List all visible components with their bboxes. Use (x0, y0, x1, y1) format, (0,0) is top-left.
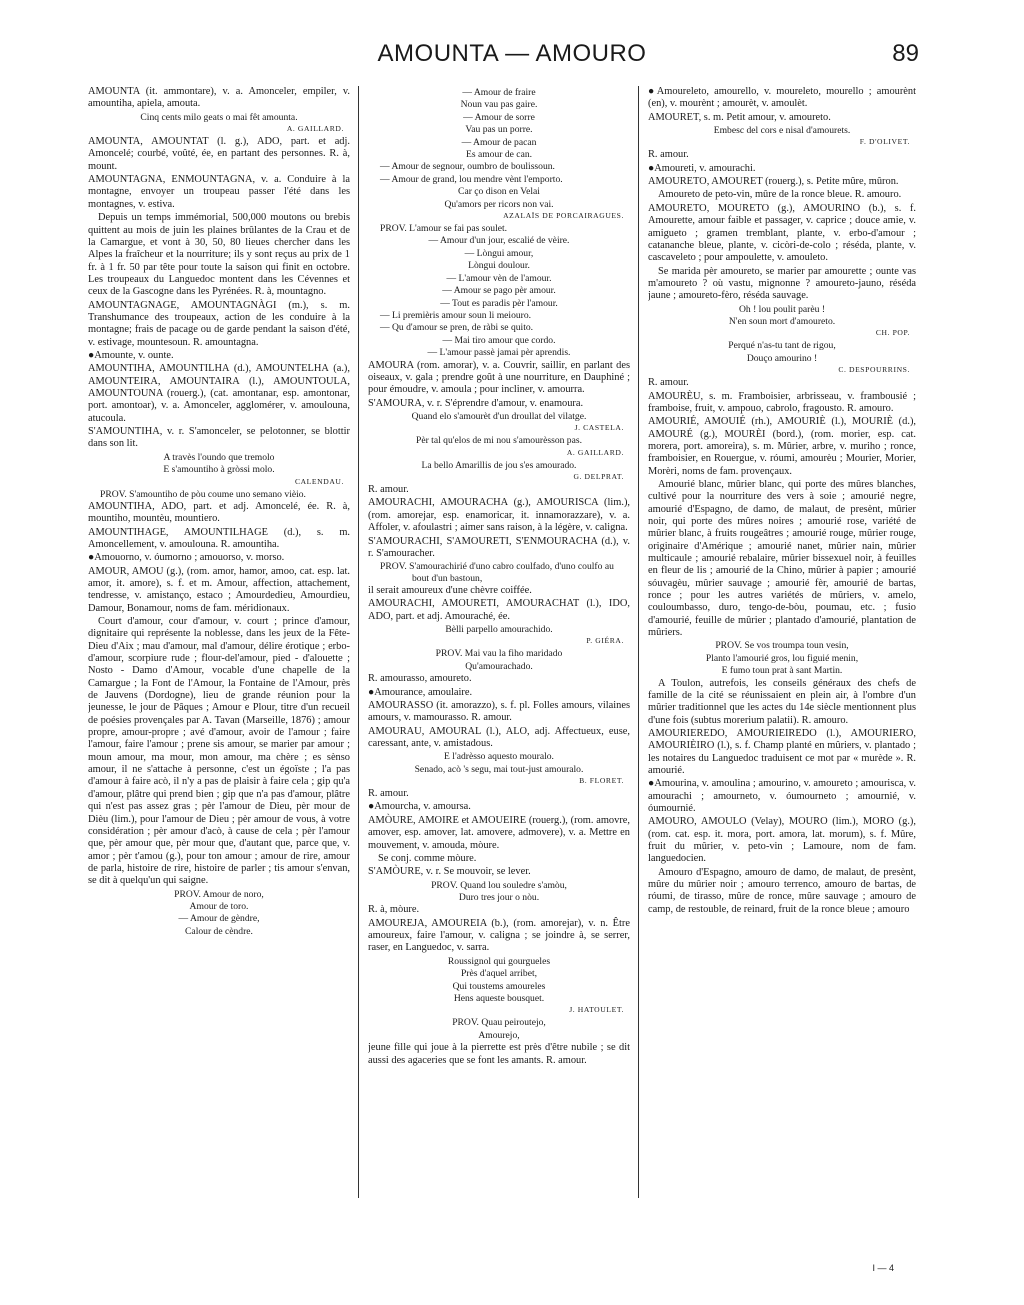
verse-line: Calour de cèndre. (185, 925, 253, 937)
verse-line: PROV. Mai vau la fiho maridado (435, 648, 563, 660)
entry-paragraph: AMOUNTA (it. ammontare), v. a. Amonceler, empiler, v. amountiha, apiela, amouta. (88, 86, 350, 110)
verse-line: PROV. Amour de noro, (174, 888, 264, 900)
entry-paragraph: Se marida pèr amoureto, se marier par amourette ; ounte vas m'amoureto ? où vastu, mignonne ? amoureto-jauno, réséda jaune ; amoureto-fèro, réséda sauvage. (648, 265, 916, 302)
verse-line: — Mai tiro amour que cordo. (442, 334, 556, 346)
attribution: B. FLORET. (579, 776, 624, 786)
verse-line: Cinq cents milo geats o mai fêt amounta. (140, 111, 298, 123)
page-header (0, 40, 1024, 74)
verse-line: — Amour se pago pèr amour. (442, 285, 556, 297)
page-number: 89 (892, 40, 919, 67)
entry-paragraph: Depuis un temps immémorial, 500,000 moutons ou brebis quittent au mois de juin les plaines brûlantes de la Crau et de la Camargue, et vont à 30, 50, 80 lieues chercher dans les Alpes la fraîcheur et la nourriture; ils y sont reçus au prix de 1 fr. à 1 fr. 50 par tête pour toute la saison qui finit en octobre. Les troupeaux du Languedoc montent dans les Cévennes et ceux de la Gascogne dans les Pyrénées. R. à, mountagno. (88, 212, 350, 298)
verse-line: Amour de toro. (189, 900, 249, 912)
entry-paragraph: Amouro d'Espagno, amouro de damo, de malaut, de presènt, mûre du mûrier noir ; amouro terrenco, amouro de bartas, de róumi, de tirasso, mûre de ronce, mûre sauvage ; amouro de camp, de restouble, de reinard, fruit de la ronce bleue ; amouro (648, 866, 916, 915)
verse-line: Car ço dison en Velai (458, 186, 540, 198)
entry-paragraph: R. amourasso, amoureto. (368, 673, 472, 685)
attribution: AZALAÏS DE PORCAIRAGUES. (503, 211, 624, 221)
verse-line: — Tout es paradis pèr l'amour. (440, 297, 558, 309)
verse-line: Près d'aquel arribet, (460, 968, 538, 980)
column-rule-left (358, 86, 359, 1198)
entry-paragraph: R. amour. (368, 484, 409, 496)
proverb-line: PROV. S'amountiho de pòu coume uno semano vièio. (100, 488, 306, 500)
entry-paragraph: ●Amourance, amoulaire. (368, 686, 473, 698)
verse-line: Qu'amourachado. (465, 660, 533, 672)
verse-line: Amourejo, (478, 1029, 520, 1041)
verse-line: PROV. Quau peiroutejo, (452, 1017, 546, 1029)
running-title: AMOUNTA — AMOURO (377, 40, 647, 67)
entry-paragraph: Amoureto de peto-vin, mûre de la ronce bleue. R. amouro. (658, 189, 902, 201)
verse-line: Senado, acò 's segu, mai tout-just amouralo. (414, 763, 584, 775)
signature-mark: I — 4 (872, 1263, 894, 1273)
verse-line: Vau pas un porre. (465, 124, 533, 136)
entry-paragraph: AMOURIEREDO, AMOURIEIREDO (l.), AMOURIERO, AMOURIÈIRO (l.), s. f. Champ planté en mûriers, v. plantado ; les notaires du Languedoc traduisent ce mot par « murède ». R. amourié. (648, 728, 916, 777)
entry-paragraph: S'AMOURACHI, S'AMOURETI, S'ENMOURACHA (d.), v. r. S'amouracher. (368, 535, 630, 559)
verse-line: N'en soun mort d'amoureto. (728, 315, 836, 327)
entry-paragraph: AMOURAU, AMOURAL (l.), ALO, adj. Affectueux, euse, caressant, ante, v. amistadous. (368, 725, 630, 749)
verse-line: E s'amountiho à gròssi molo. (163, 464, 275, 476)
entry-paragraph: Court d'amour, cour d'amour, v. court ; prince d'amour, dignitaire qui représente la noblesse, dans les jeux de la Fête-Dieu d'Aix ; mau d'amour, mal d'amour, délire érotique ; erbo-d'amour, scorpiure rude ; flour-del'amour, pied - d'alouette ; Nosto - Damo d'Amour, vocable d'une chapelle de la Camargue ; la Font de l'Amour, la Fontaine de l'Amour, près de Jauvens (Dordogne), lieu de grande réunion pour la jeunesse, le jour de Pâques ; Amour e Plour, titre d'un recueil de poésies provençales par A. Tavan (Marseille, 1876) ; amour propre, amour-propre ; avé d'amour, avoir de l'amour ; faire l'amour, faire l'amour ; prene sis amour, se marier par amour ; moun amour, ma mour, mon amour, ma chère ; es sènso amour, il ne s'attache à personne, c'est un égoïste ; l'a pas d'amour à faire acò, il n'y a pas de plaisir à faire cela ; gip qu'a d'amour, plâtre qui prend bien ; gip que n'a pas d'amour, plâtre qui n'est pas assez gras ; pèr l'amour de Dieu, pèr mour de Dièu (lim.), pour l'amour de Dieu ; pèr amour de vous, à votre considération ; pèr amour d'acò, à cause de cela ; pèr l'amour que, pèr amour que, pèr mour que, d'autant que, parce que, v. amor ; pèr t'amou (g.), pour ton amour ; amour de rire, amour de parla, histoire de rire, histoire de parler ; tis amour s'envan, se dit à quelqu'un qui saigne. (88, 616, 350, 887)
verse-line: — Lòngui amour, (464, 247, 534, 259)
entry-paragraph: R. amour. (648, 149, 689, 161)
entry-paragraph: AMOUNTA, AMOUNTAT (l. g.), ADO, part. et adj. Amoncelé; courbé, voûté, ée, en partant des personnes. R. à, mount. (88, 136, 350, 172)
column-3 (648, 86, 916, 1198)
verse-line: — L'amour passè jamai pèr aprendis. (427, 347, 571, 359)
entry-paragraph: AMOURÈU, s. m. Framboisier, arbrisseau, v. frambousié ; framboise, fruit, v. ampouo, cabrolo, fragousto. R. amouro. (648, 390, 916, 414)
attribution: J. HATOULET. (569, 1005, 624, 1015)
proverb-line: PROV. L'amour se fai pas soulet. (380, 223, 508, 235)
entry-paragraph: AMOUREJA, AMOUREIA (b.), (rom. amorejar), v. n. Être amoureux, faire l'amour, v. caligna ; se joindre à, se serrer, raser, en Languedoc, v. sarra. (368, 917, 630, 954)
entry-paragraph: AMOUNTIHA, ADO, part. et adj. Amoncelé, ée. R. à, mountiho, mountèu, mountiero. (88, 500, 350, 525)
verse-line: Roussignol qui gourgueles (447, 955, 551, 967)
entry-paragraph: AMÒURE, AMOIRE et AMOUEIRE (rouerg.), (rom. amovre, amover, esp. amover, lat. amovere, admovere), v. a. Mettre en mouvement, v. amouda, mòure. (368, 814, 630, 851)
entry-paragraph: ●Amounte, v. ounte. (88, 349, 174, 361)
attribution: A. GAILLARD. (566, 447, 624, 457)
entry-paragraph: AMOURA (rom. amorar), v. a. Couvrir, saillir, en parlant des oiseaux, v. gala ; prendre goût à une nourriture, en Dauphiné ; pour émoudre, v. amoula ; pour incliner, v. amourra. (368, 359, 630, 396)
entry-paragraph: AMOUNTAGNAGE, AMOUNTAGNÀGI (m.), s. m. Transhumance des troupeaux, action de les conduire à la montagne; frais de pacage ou de garde pendant la saison d'été, v. estivage, mountesoun. R. amountagna. (88, 299, 350, 348)
entry-paragraph: S'AMOURA, v. r. S'éprendre d'amour, v. enamoura. (368, 397, 584, 409)
entry-paragraph: AMOUNTIHAGE, AMOUNTILHAGE (d.), s. m. Amoncellement, v. amoulouna. R. amountiha. (88, 526, 350, 550)
verse-line: — Amour de fraire (462, 87, 536, 98)
column-rule-right (638, 86, 639, 1198)
verse-line: Lòngui doulour. (468, 260, 530, 272)
verse-line: La bello Amarillis de jou s'es amourado. (421, 459, 577, 471)
verse-line: PROV. Quand lou souledre s'amòu, (431, 879, 567, 891)
attribution: P. GIÉRA. (586, 636, 624, 646)
verse-line: Quand elo s'amourèt d'un droullat del vilatge. (411, 410, 587, 422)
verse-line: Hens aqueste bousquet. (453, 992, 545, 1004)
entry-paragraph: AMOURIÉ, AMOUIÉ (rh.), AMOURIÈ (l.), MOURIÈ (d.), AMOURÉ (g.), MOURÈI (bord.), (rom. morier, esp. cat. morera, port. amoreira), s. m. Mûrier, arbre, v. muriho ; ronce, framboisier, en Rouergue, v. róumi, amourèu ; Mourier, Morier, Morèri, noms de fam. provençaux. (648, 416, 916, 477)
entry-paragraph: AMOURO, AMOULO (Velay), MOURO (lim.), MORO (g.), (rom. cat. esp. it. mora, port. amora, lat. morum), s. f. Mûre, fruit du mûrier, v. peto-vin ; Lamoure, nom de fam. languedocien. (648, 816, 916, 865)
verse-line: Qu'amors per ricors non vai. (444, 198, 554, 210)
verse-line: A travès l'oundo que tremolo (163, 451, 275, 463)
entry-paragraph: AMOURACHI, AMOURACHA (g.), AMOURISCA (lim.), (rom. amorejar, esp. enamoricar, it. innamorazzare), v. a. Affoler, v. afoulastri ; aimer sans raison, à la légère, v. caligna. (368, 497, 630, 534)
verse-line: — Amour de gèndre, (178, 913, 260, 925)
attribution: J. CASTELA. (574, 423, 624, 433)
proverb-line: — Amour de segnour, oumbro de boulissoun. (380, 161, 555, 173)
entry-paragraph: Amourié blanc, mûrier blanc, qui porte des mûres blanches, cultivé pour la nourriture des vers à soie ; amourié negre, amourié d'Espagno, de damo, de malaut, de presènt, mûrier noir, qui porte des mûres noires ; amourié rose, variété de mûrier blanc, à fruits rougeâtres ; amourié rouge, mûrier rouge, originaire d'Amérique ; amourié nanet, mûrier nain, mûrier multicaule ; amourié rebalaire, mûrier bissexuel noir, à feuilles en fleur de lis ; amourié de la Chino, mûrier à papier ; amourié sóuvagèu, mûrier sauvage ; amourié fèr, amourié de bartas, ronce ; pour les autres variétés de mûriers, v. amelo, couloumbasso, duro, tengo-de-bòu, poumau, etc. ; fusio d'amourié, feuille de mûrier ; plantado d'amourié, plantation de mûriers. (648, 478, 916, 639)
proverb-line: — Qu d'amour se pren, de ràbi se quito. (380, 322, 534, 334)
entry-paragraph: R. à, mòure. (368, 904, 420, 916)
entry-paragraph: AMOUR, AMOU (g.), (rom. amor, hamor, amoo, cat. esp. lat. amor, it. amore), s. f. et m. Amour, affection, attachement, tendresse, v. amistanço, estaco ; Amourdedieu, Amourdieu, Damour, Bonamour, noms de fam. méridionaux. (88, 565, 350, 614)
entry-paragraph: S'AMOUNTIHA, v. r. S'amonceler, se pelotonner, se blottir dans son lit. (88, 426, 350, 450)
verse-line: Oh ! lou poulit parèu ! (738, 303, 826, 315)
entry-paragraph: ●Amourcha, v. amoursa. (368, 801, 471, 813)
entry-paragraph: ●Amoureti, v. amourachi. (648, 162, 756, 174)
verse-line: Perqué n'as-tu tant de rigou, (728, 340, 836, 352)
attribution: G. DELPRAT. (573, 472, 624, 482)
entry-paragraph: AMOURASSO (it. amorazzo), s. f. pl. Folles amours, vilaines amours, v. mamourasso. R. amour. (368, 699, 630, 724)
entry-paragraph: AMOUNTIHA, AMOUNTILHA (d.), AMOUNTELHA (a.), AMOUNTEIRA, AMOUNTAIRA (l.), AMOUNTOULA, AMOUNTOUNA (rouerg.), (cat. amontanar, esp. amontonar, port. amontoar), v. a. Amonceler, agglomérer, v. amoulouna, atucoula. (88, 363, 350, 424)
proverb-line: — Li premièris amour soun li meiouro. (380, 309, 532, 321)
entry-paragraph: AMOURETO, AMOURET (rouerg.), s. Petite mûre, mûron. (648, 176, 899, 188)
entry-paragraph: ●Amourina, v. amoulina ; amourino, v. amoureto ; amourisca, v. amourachi ; amourneto, v. óumourneto ; amournié, v. óumournié. (648, 778, 916, 815)
verse-line: Noun vau pas gaire. (460, 99, 538, 111)
verse-line: E l'adrèsso aquesto mouralo. (444, 751, 554, 763)
entry-paragraph: AMOURACHI, AMOURETI, AMOURACHAT (l.), IDO, ADO, part. et adj. Amouraché, ée. (368, 598, 630, 622)
entry-paragraph: R. amour. (368, 788, 409, 800)
entry-paragraph: AMOUNTAGNA, ENMOUNTAGNA, v. a. Conduire à la montagne, envoyer un troupeau passer l'été dans les montagnes, v. estiva. (88, 174, 350, 210)
verse-line: — Amour de pacan (461, 136, 537, 148)
entry-paragraph: ●Amoureleto, amourello, v. moureleto, mourello ; amourènt (en), v. mourènt ; amourèt, v. amoulèt. (648, 86, 916, 110)
verse-line: Es amour de can. (465, 149, 533, 161)
verse-line: Pèr tal qu'elos de mi nou s'amourèsson pas. (416, 435, 582, 447)
verse-line: Planto l'amourié gros, lou figuié menin, (705, 652, 859, 664)
attribution: CALENDAU. (294, 476, 344, 486)
verse-line: — Amour d'un jour, escalié de vèire. (428, 235, 570, 247)
column-1 (88, 86, 350, 1198)
attribution: A. GAILLARD. (286, 124, 344, 134)
verse-line: Douço amourino ! (746, 352, 818, 364)
entry-paragraph: R. amour. (648, 377, 689, 389)
verse-line: Duro tres jour o nòu. (458, 891, 540, 903)
entry-paragraph: Se conj. comme mòure. (378, 852, 477, 864)
verse-line: — L'amour vèn de l'amour. (446, 272, 552, 284)
proverb-line: — Amour de grand, lou mendre vènt l'emporto. (380, 173, 563, 185)
entry-paragraph: S'AMÒURE, v. r. Se mouvoir, se lever. (368, 866, 531, 878)
entry-paragraph: jeune fille qui joue à la pierrette est près d'être nubile ; se dit aussi des agaceries que se font les amants. R. amour. (368, 1042, 630, 1066)
verse-line: — Amour de sorre (463, 111, 535, 123)
verse-line: Bèlli parpello amourachido. (445, 624, 553, 636)
verse-line: E fumo toun prat à sant Martin. (721, 665, 843, 677)
attribution: C. DESPOURRINS. (838, 365, 910, 375)
verse-line: Qui toustems amoureles (452, 980, 546, 992)
attribution: F. D'OLIVET. (859, 137, 910, 147)
proverb-line: PROV. S'amourachirié d'uno cabro coulfado, d'uno coulfo au bout d'un bastoun, (380, 561, 614, 584)
entry-paragraph: ●Amouorno, v. óumorno ; amouorso, v. morso. (88, 552, 285, 564)
attribution: CH. POP. (875, 328, 910, 338)
verse-line: PROV. Se vos troumpa toun vesin, (715, 640, 849, 652)
entry-paragraph: il serait amoureux d'une chèvre coiffée. (368, 585, 532, 596)
column-2 (368, 86, 630, 1198)
entry-paragraph: AMOURETO, MOURETO (g.), AMOURINO (b.), s. f. Amourette, amour faible et passager, v. caprice ; douce amie, v. amigueto ; gramen tremblant, plante, v. erbo-d'amour ; catananche bleue, plante, v. cicòri-de-colo ; réséda, plante, v. cascaveleto ; pour ampoulette, v. amouleto. (648, 202, 916, 264)
entry-paragraph: A Toulon, autrefois, les conseils généraux des chefs de famille de la cité se réunissaient en plein air, à l'ombre d'un mûrier traditionnel que les actes du 14e siècle mentionnent plus d'une fois (subtus morerium palatii). R. amouro. (648, 677, 916, 726)
verse-line: Embesc del cors e nisal d'amourets. (713, 125, 851, 137)
entry-paragraph: AMOURET, s. m. Petit amour, v. amoureto. (648, 111, 831, 123)
